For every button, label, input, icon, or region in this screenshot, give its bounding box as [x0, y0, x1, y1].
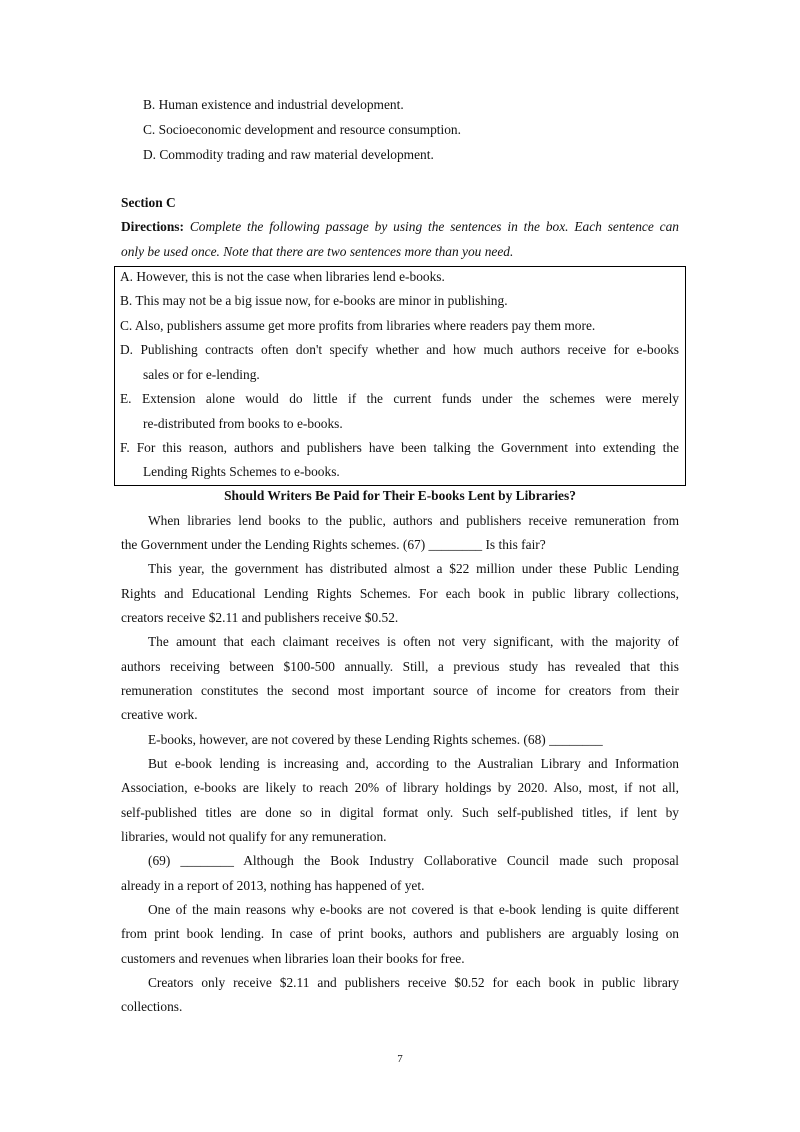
- section-heading: Section C: [121, 195, 176, 210]
- page-number: 7: [397, 1053, 403, 1065]
- paragraph-3-line-3: remuneration constitutes the second most important source of income for creators from their: [121, 683, 679, 698]
- paragraph-4-line-1: E-books, however, are not covered by these Lending Rights schemes. (68) ________: [148, 732, 603, 747]
- box-sentence-e: E. Extension alone would do little if the current funds under the schemes were merely: [120, 391, 679, 406]
- option-b: B. Human existence and industrial development.: [143, 97, 404, 112]
- passage-title: Should Writers Be Paid for Their E-books Lent by Libraries?: [224, 488, 576, 503]
- box-sentence-d-cont: sales or for e-lending.: [143, 367, 260, 382]
- paragraph-5-line-2: Association, e-books are likely to reach 20% of library holdings by 2020. Also, most, if not all,: [121, 780, 679, 795]
- directions-text-1: Complete the following passage by using the sentences in the box. Each sentence can: [189, 219, 679, 234]
- box-sentence-e-cont: re-distributed from books to e-books.: [143, 416, 343, 431]
- box-sentence-a: A. However, this is not the case when libraries lend e-books.: [120, 269, 445, 284]
- paragraph-6-line-1: (69) ________ Although the Book Industry Collaborative Council made such proposal: [148, 853, 679, 868]
- paragraph-1-line-1: When libraries lend books to the public, authors and publishers receive remuneration from: [148, 513, 679, 528]
- paragraph-5-line-1: But e-book lending is increasing and, according to the Australian Library and Information: [148, 756, 679, 771]
- paragraph-8-line-1: Creators only receive $2.11 and publishers receive $0.52 for each book in public library: [148, 975, 679, 990]
- paragraph-5-line-3: self-published titles are done so in digital format only. Such self-published titles, if lent by: [121, 805, 679, 820]
- box-sentence-f-cont: Lending Rights Schemes to e-books.: [143, 464, 340, 479]
- box-sentence-d: D. Publishing contracts often don't specify whether and how much authors receive for e-books: [120, 342, 679, 357]
- box-sentence-c: C. Also, publishers assume get more profits from libraries where readers pay them more.: [120, 318, 596, 333]
- paragraph-2-line-1: This year, the government has distributed almost a $22 million under these Public Lending: [148, 561, 679, 576]
- paragraph-7-line-1: One of the main reasons why e-books are not covered is that e-book lending is quite different: [148, 902, 679, 917]
- paragraph-3-line-1: The amount that each claimant receives is often not very significant, with the majority of: [148, 634, 679, 649]
- option-d: D. Commodity trading and raw material development.: [143, 147, 434, 162]
- directions-line-1: [121, 218, 679, 236]
- paragraph-8-line-2: collections.: [121, 999, 183, 1014]
- paragraph-3-line-2: authors receiving between $100-500 annually. Still, a previous study has revealed that this: [121, 659, 679, 674]
- paragraph-7-line-3: customers and revenues when libraries loan their books for free.: [121, 951, 465, 966]
- paragraph-5-line-4: libraries, would not qualify for any remuneration.: [121, 829, 387, 844]
- paragraph-3-line-4: creative work.: [121, 707, 198, 722]
- paragraph-6-line-2: already in a report of 2013, nothing has happened of yet.: [121, 878, 425, 893]
- box-sentence-b: B. This may not be a big issue now, for e-books are minor in publishing.: [120, 293, 508, 308]
- paragraph-1-line-2: the Government under the Lending Rights schemes. (67) ________ Is this fair?: [121, 537, 546, 552]
- paragraph-7-line-2: from print book lending. In case of print books, authors and publishers are arguably losing on: [121, 926, 679, 941]
- directions-label: Directions:: [121, 219, 184, 234]
- box-sentence-f: F. For this reason, authors and publishers have been talking the Government into extending the: [120, 440, 679, 455]
- paragraph-2-line-3: creators receive $2.11 and publishers receive $0.52.: [121, 610, 399, 625]
- directions-line-2: only be used once. Note that there are two sentences more than you need.: [121, 244, 514, 259]
- option-c: C. Socioeconomic development and resource consumption.: [143, 122, 461, 137]
- paragraph-2-line-2: Rights and Educational Lending Rights Schemes. For each book in public library collections,: [121, 586, 679, 601]
